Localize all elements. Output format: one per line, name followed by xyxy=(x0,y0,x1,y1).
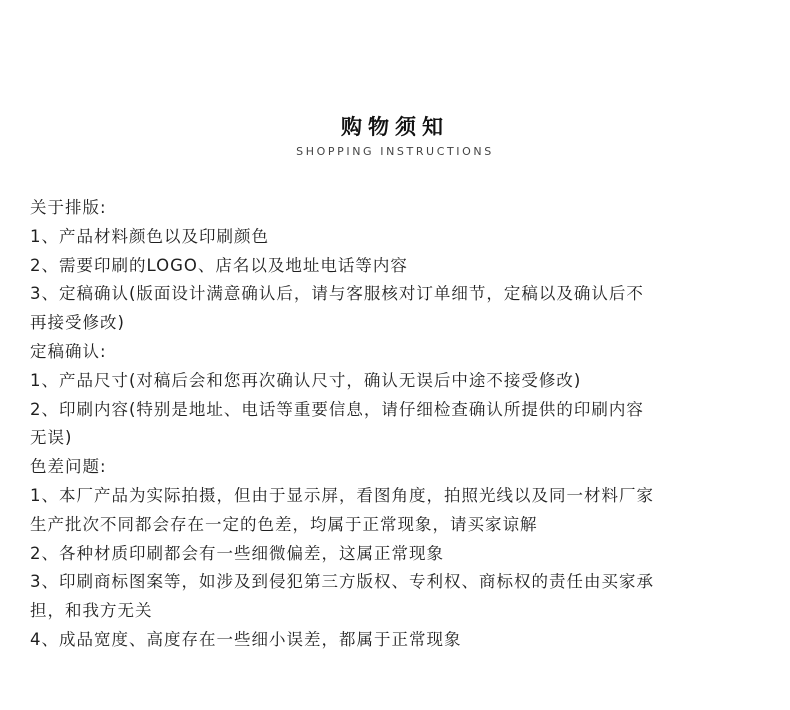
text-line: 无误) xyxy=(30,428,73,448)
text-line: 1、产品材料颜色以及印刷颜色 xyxy=(30,226,269,246)
text-line: 2、需要印刷的LOGO、店名以及地址电话等内容 xyxy=(30,255,408,275)
page-header xyxy=(0,113,790,159)
text-line: 3、印刷商标图案等，如涉及到侵犯第三方版权、专利权、商标权的责任由买家承 xyxy=(30,572,654,592)
section-heading-color-difference: 色差问题: xyxy=(30,457,107,477)
text-line: 生产批次不同都会存在一定的色差，均属于正常现象，请买家谅解 xyxy=(30,514,538,534)
page-title: 购物须知 xyxy=(341,115,449,139)
section-heading-layout: 关于排版: xyxy=(30,198,107,217)
text-line: 4、成品宽度、高度存在一些细小误差，都属于正常现象 xyxy=(30,629,462,649)
text-line: 1、本厂产品为实际拍摄，但由于显示屏，看图角度，拍照光线以及同一材料厂家 xyxy=(30,485,654,505)
text-line: 2、印刷内容(特别是地址、电话等重要信息，请仔细检查确认所提供的印刷内容 xyxy=(30,399,644,419)
text-line: 担，和我方无关 xyxy=(30,601,153,621)
text-line: 再接受修改) xyxy=(30,313,125,333)
instructions-body xyxy=(30,194,760,655)
page-subtitle: SHOPPING INSTRUCTIONS xyxy=(296,145,494,158)
text-line: 1、产品尺寸(对稿后会和您再次确认尺寸，确认无误后中途不接受修改) xyxy=(30,370,582,390)
text-line: 2、各种材质印刷都会有一些细微偏差，这属正常现象 xyxy=(30,543,444,563)
section-heading-confirmation: 定稿确认: xyxy=(30,341,107,361)
text-line: 3、定稿确认(版面设计满意确认后，请与客服核对订单细节，定稿以及确认后不 xyxy=(30,284,644,304)
